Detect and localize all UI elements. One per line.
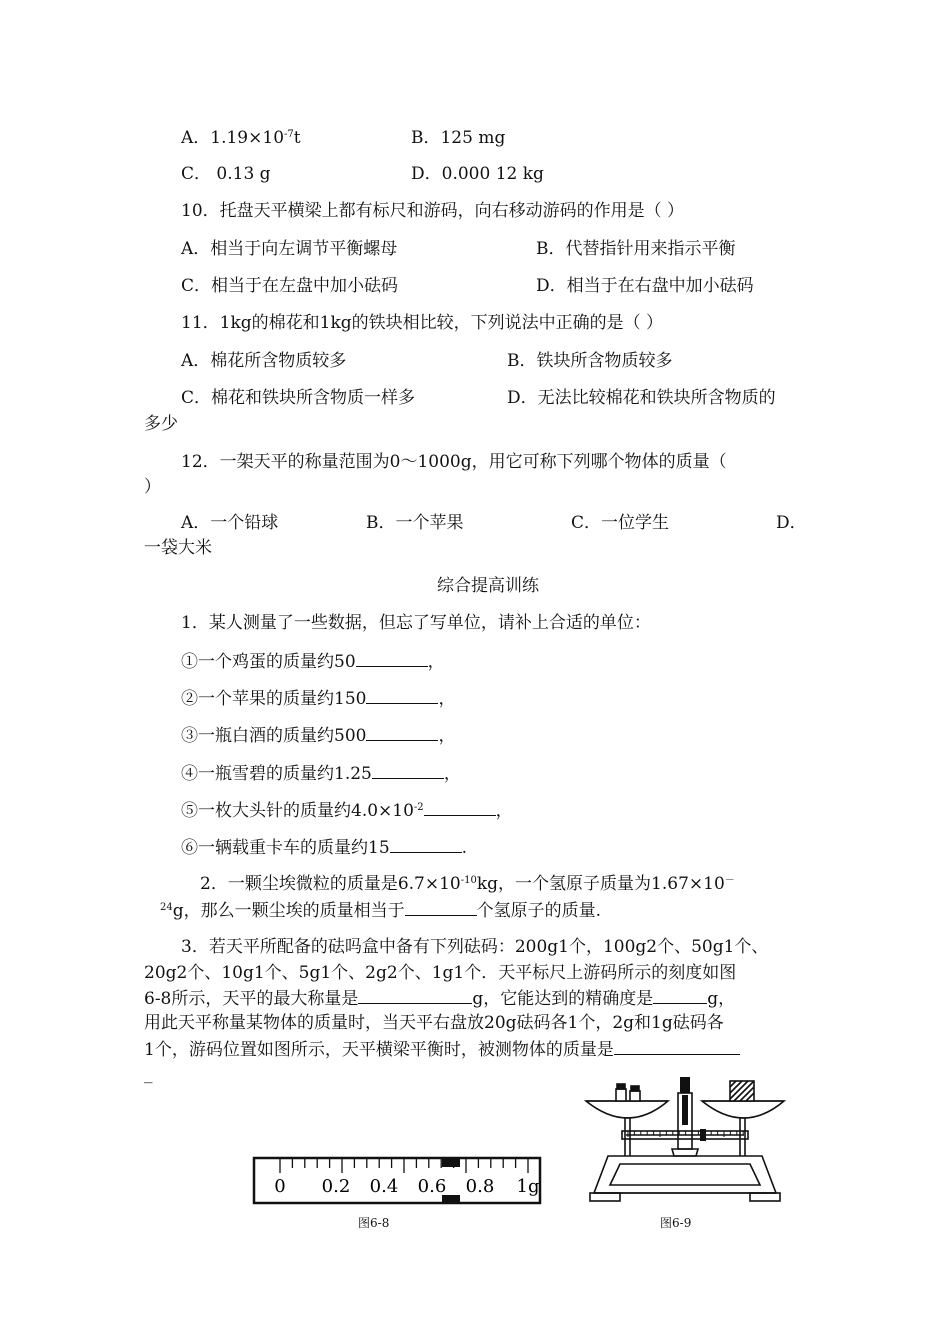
q12-option-c: C．一位学生 [571,513,670,533]
p3-line-4: 用此天平称量某物体的质量时，当天平右盘放20g砝码各1个，2g和1g砝码各 [144,1013,724,1033]
q10-option-b: B．代替指针用来指示平衡 [536,239,736,259]
q10-option-a: A．相当于向左调节平衡螺母 [181,239,398,259]
q9-option-d: D．0.000 12 kg [411,164,544,184]
q11-option-c: C．棉花和铁块所含物质一样多 [181,388,416,408]
q11-option-a: A．棉花所含物质较多 [181,351,347,371]
p3-line-3: 6-8所示，天平的最大称量是 g，它能达到的精确度是 g， [144,989,736,1009]
q12-stem-continued: ） [144,477,161,497]
p3-line-6: _ [144,1064,153,1084]
p1-stem: 1．某人测量了一些数据，但忘了写单位，请补上合适的单位： [181,613,651,633]
q12-option-d: D． [776,513,807,533]
ruler-label-0-2: 0.2 [321,1176,351,1197]
ruler-label-0-4: 0.4 [369,1176,399,1197]
p1-item-3: ③一瓶白酒的质量约500 ， [181,726,456,746]
p1-item-5: ⑤一枚大头针的质量约$4.0\times 10^{-2}$ ， [181,801,513,821]
ruler-label-0-6: 0.6 [417,1176,447,1197]
q11-option-d: D．无法比较棉花和铁块所含物质的 [507,388,776,408]
q9-option-a: A．$1.19\times 10^{-7}t$ [181,128,301,148]
q12-stem: 12．一架天平的称量范围为0～1000g，用它可称下列哪个物体的质量（ [181,452,727,472]
q11-stem: 11．1kg的棉花和1kg的铁块相比较，下列说法中正确的是（ ） [181,313,664,333]
figure-6-8-ruler [250,1155,545,1209]
q9-option-c: C． 0.13 g [181,164,271,184]
p2-line-2: $^{24}$g，那么一颗尘埃的质量相当于 个氢原子的质量. [160,901,602,921]
figure-6-8-caption: 图6-8 [358,1216,390,1230]
ruler-label-1g: 1g [516,1176,540,1197]
figure-6-9-caption: 图6-9 [660,1216,692,1230]
q11-option-d-continued: 多少 [144,414,178,434]
p2-line-1: 2．一颗尘埃微粒的质量是$6.7\times 10^{-10}kg$，一个氢原子质量为1.67×10－ [200,874,735,894]
p1-item-6: ⑥一辆载重卡车的质量约15 . [181,838,468,858]
ruler-label-0: 0 [274,1176,286,1197]
q9-option-b: B．125 mg [411,128,506,148]
ruler-label-0-8: 0.8 [465,1176,495,1197]
p3-line-1: 3．若天平所配备的砝吗盒中备有下列砝码：200g1个，100g2个、50g1个、 [181,937,769,957]
p1-item-1: ①一个鸡蛋的质量约50 ， [181,652,445,672]
p3-line-2: 20g2个、10g1个、5g1个、2g2个、1g1个．天平标尺上游码所示的刻度如图 [144,963,737,983]
q12-option-a: A．一个铅球 [181,513,279,533]
section-title: 综合提高训练 [437,576,539,596]
p1-item-2: ②一个苹果的质量约150 ， [181,689,456,709]
q12-option-d-continued: 一袋大米 [144,538,212,558]
q10-option-d: D．相当于在右盘中加小砝码 [536,276,754,296]
q11-option-b: B．铁块所含物质较多 [507,351,673,371]
p1-item-4: ④一瓶雪碧的质量约1.25 ， [181,764,461,784]
q10-stem: 10．托盘天平横梁上都有标尺和游码，向右移动游码的作用是（ ） [181,201,685,221]
rider-top [442,1159,460,1167]
q10-option-c: C．相当于在左盘中加小砝码 [181,276,399,296]
p3-line-5: 1个，游码位置如图所示，天平横梁平衡时，被测物体的质量是 [144,1038,740,1061]
figure-6-9-balance-icon [580,1073,790,1208]
q12-option-b: B．一个苹果 [366,513,464,533]
